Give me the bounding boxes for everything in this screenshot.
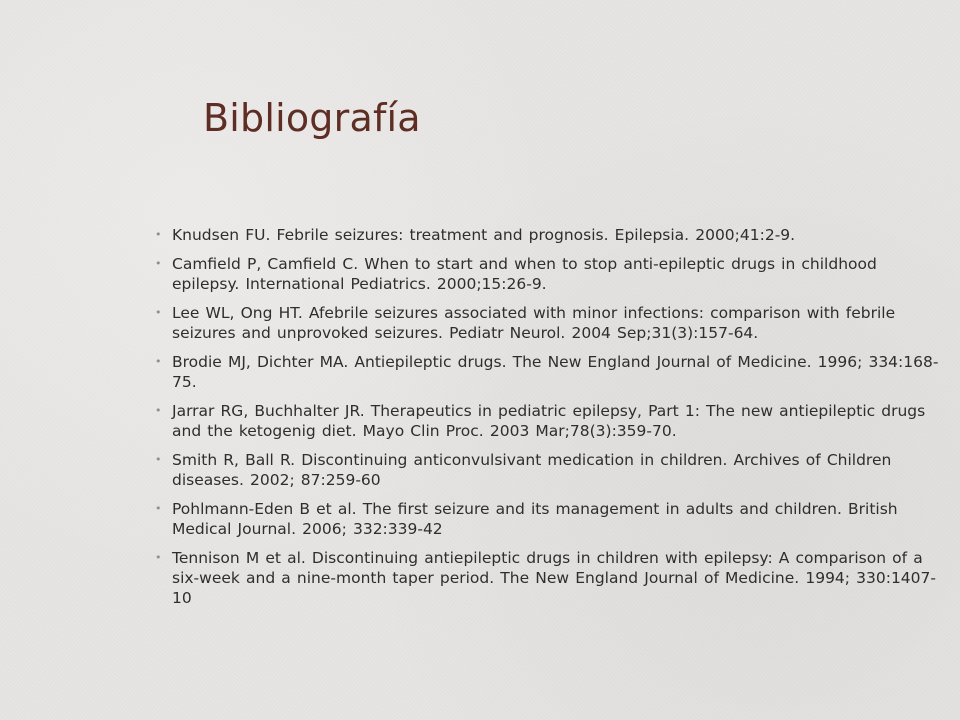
bibliography-list [155, 225, 947, 617]
bibliography-item [155, 303, 947, 343]
bibliography-item [155, 254, 947, 294]
reference-text: Tennison M et al. Discontinuing antiepileptic drugs in children with epilepsy: A comparison of a six-week and a nine-month taper period. The New England Journal of Medicine. 1994; 330:1407-10 [172, 549, 936, 607]
bullet-icon: • [155, 257, 162, 270]
bullet-icon: • [155, 355, 162, 368]
reference-text: Smith R, Ball R. Discontinuing anticonvulsivant medication in children. Archives of Children diseases. 2002; 87:259-60 [172, 451, 892, 489]
bibliography-item [155, 450, 947, 490]
bibliography-item [155, 225, 947, 245]
bullet-icon: • [155, 404, 162, 417]
bibliography-item [155, 401, 947, 441]
reference-text: Knudsen FU. Febrile seizures: treatment and prognosis. Epilepsia. 2000;41:2-9. [172, 226, 796, 244]
bullet-icon: • [155, 502, 162, 515]
bullet-icon: • [155, 228, 162, 241]
bibliography-item [155, 352, 947, 392]
reference-text: Jarrar RG, Buchhalter JR. Therapeutics in pediatric epilepsy, Part 1: The new antiepileptic drugs and the ketogenig diet. Mayo Clin Proc. 2003 Mar;78(3):359-70. [172, 402, 926, 440]
reference-text: Lee WL, Ong HT. Afebrile seizures associated with minor infections: comparison with febrile seizures and unprovoked seizures. Pediatr Neurol. 2004 Sep;31(3):157-64. [172, 304, 896, 342]
bibliography-item [155, 548, 947, 608]
bullet-icon: • [155, 306, 162, 319]
slide-title: Bibliografía [203, 96, 421, 140]
reference-text: Brodie MJ, Dichter MA. Antiepileptic drugs. The New England Journal of Medicine. 1996; 334:168-75. [172, 353, 939, 391]
bibliography-item [155, 499, 947, 539]
bullet-icon: • [155, 453, 162, 466]
bullet-icon: • [155, 551, 162, 564]
reference-text: Camfield P, Camfield C. When to start and when to stop anti-epileptic drugs in childhood epilepsy. International Pediatrics. 2000;15:26-9. [172, 255, 877, 293]
reference-text: Pohlmann-Eden B et al. The first seizure and its management in adults and children. British Medical Journal. 2006; 332:339-42 [172, 500, 898, 538]
